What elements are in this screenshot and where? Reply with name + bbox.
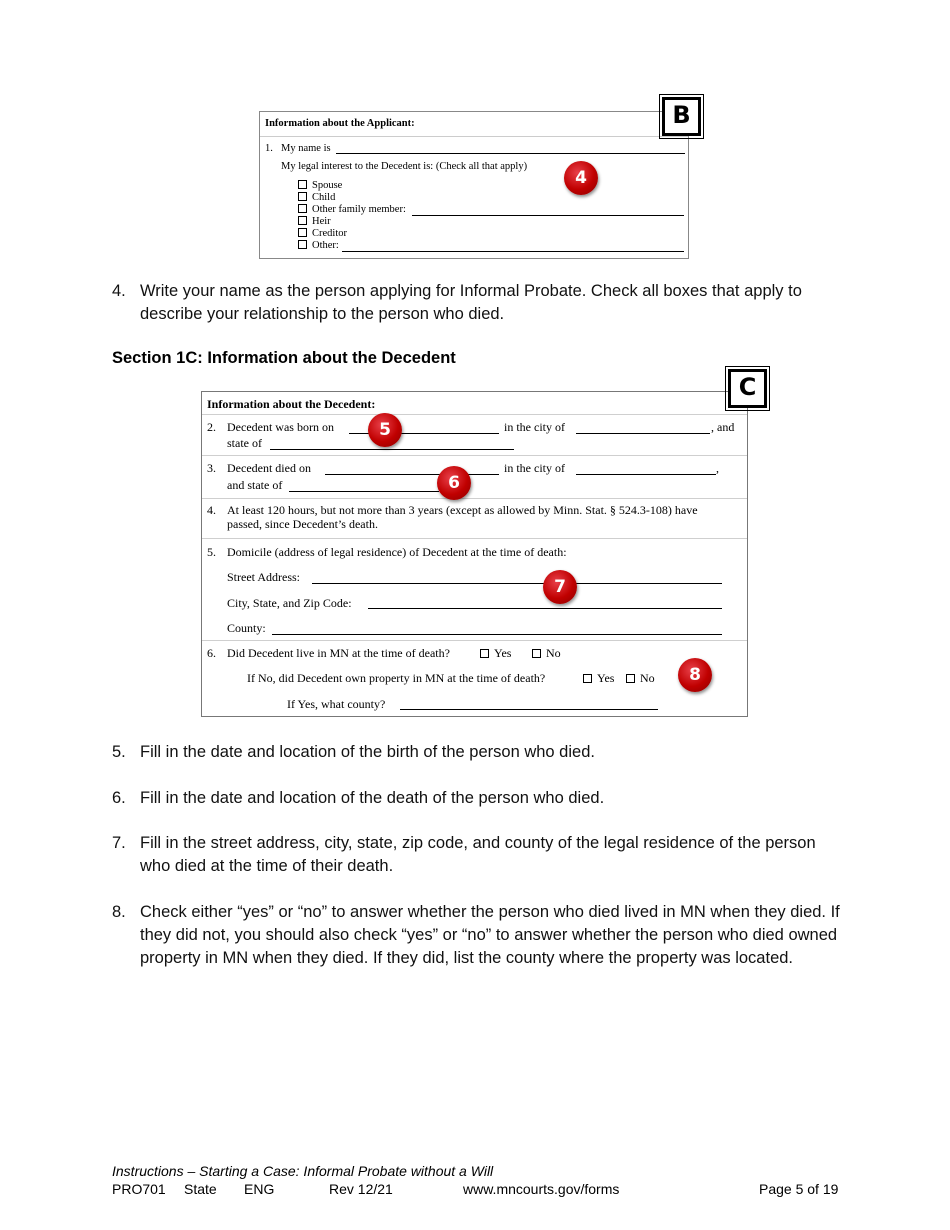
badge-8: 8 <box>678 658 712 692</box>
paragraph-8-text: Check either “yes” or “no” to answer whether the person who died lived in MN when they died. If they did not, you should also check “yes” or “no” to answer whether the person who died owned property in MN when they died. If they did, list the county where the property was located. <box>140 903 840 967</box>
name-line[interactable] <box>336 153 685 154</box>
option-heir[interactable]: Heir <box>298 216 331 228</box>
item2-city-label: in the city of <box>504 420 565 434</box>
city-state-zip-line[interactable] <box>368 608 722 609</box>
footer-state: State <box>184 1181 217 1197</box>
paragraph-6 <box>112 787 852 811</box>
paragraph-5-text: Fill in the date and location of the birth of the person who died. <box>140 743 595 761</box>
section-c-label: C <box>728 369 767 408</box>
checkbox-icon[interactable] <box>480 649 489 658</box>
county-label: County: <box>227 621 266 635</box>
item3-number: 3. <box>207 461 216 475</box>
death-city-line[interactable] <box>576 474 716 475</box>
item3-state-label: and state of <box>227 478 283 492</box>
section-1c-heading: Section 1C: Information about the Decedent <box>112 349 456 367</box>
footer-url[interactable]: www.mncourts.gov/forms <box>463 1181 620 1197</box>
paragraph-7-text: Fill in the street address, city, state, zip code, and county of the legal residence of the person who died at the time of their death. <box>140 834 816 875</box>
footer-form-id: PRO701 <box>112 1181 166 1197</box>
item3-city-label: in the city of <box>504 461 565 475</box>
checkbox-icon[interactable] <box>298 240 307 249</box>
paragraph-5 <box>112 741 852 765</box>
other-family-line[interactable] <box>412 215 684 216</box>
paragraph-7-number: 7. <box>112 834 126 852</box>
option-creditor[interactable]: Creditor <box>298 228 347 240</box>
option-other-family[interactable]: Other family member: <box>298 204 406 216</box>
badge-5: 5 <box>368 413 402 447</box>
badge-6: 6 <box>437 466 471 500</box>
checkbox-icon[interactable] <box>298 204 307 213</box>
item1-number: 1. <box>265 143 273 154</box>
item6-text: Did Decedent live in MN at the time of death? <box>227 646 450 660</box>
paragraph-4-number: 4. <box>112 282 126 300</box>
property-county-label: If Yes, what county? <box>287 697 386 711</box>
decedent-form-image <box>201 391 748 717</box>
street-address-label: Street Address: <box>227 570 300 584</box>
item2-number: 2. <box>207 420 216 434</box>
paragraph-8 <box>112 901 852 995</box>
checkbox-icon[interactable] <box>298 180 307 189</box>
item3-comma: , <box>716 461 719 475</box>
item6-number: 6. <box>207 646 216 660</box>
street-address-line[interactable] <box>312 583 722 584</box>
death-state-line[interactable] <box>289 491 439 492</box>
item5-number: 5. <box>207 545 216 559</box>
paragraph-4-text: Write your name as the person applying for Informal Probate. Check all boxes that apply to describe your relationship to the person who died. <box>140 282 802 323</box>
item6-property-text: If No, did Decedent own property in MN at the time of death? <box>247 671 546 685</box>
badge-7: 7 <box>543 570 577 604</box>
footer-revision: Rev 12/21 <box>329 1181 393 1197</box>
applicant-form-image <box>259 111 689 259</box>
paragraph-8-number: 8. <box>112 903 126 921</box>
checkbox-icon[interactable] <box>298 192 307 201</box>
option-child[interactable]: Child <box>298 192 335 204</box>
death-date-line[interactable] <box>325 474 499 475</box>
decedent-form-header: Information about the Decedent: <box>207 397 376 411</box>
paragraph-4 <box>112 280 852 330</box>
city-state-zip-label: City, State, and Zip Code: <box>227 596 352 610</box>
paragraph-6-number: 6. <box>112 789 126 807</box>
paragraph-7 <box>112 832 852 880</box>
footer-language: ENG <box>244 1181 275 1197</box>
lived-mn-no[interactable]: No <box>532 646 561 660</box>
option-other[interactable]: Other: <box>298 240 339 252</box>
checkbox-icon[interactable] <box>298 228 307 237</box>
item2-born-label: Decedent was born on <box>227 420 334 434</box>
badge-4: 4 <box>564 161 598 195</box>
property-county-line[interactable] <box>400 709 658 710</box>
item2-state-label: state of <box>227 436 262 450</box>
item3-died-label: Decedent died on <box>227 461 311 475</box>
item4-text: At least 120 hours, but not more than 3 years (except as allowed by Minn. Stat. § 524.3-108) have passed, since Decedent’s death. <box>227 503 698 531</box>
paragraph-5-number: 5. <box>112 743 126 761</box>
other-line[interactable] <box>342 251 684 252</box>
checkbox-icon[interactable] <box>532 649 541 658</box>
county-line[interactable] <box>272 634 722 635</box>
birth-state-line[interactable] <box>270 449 514 450</box>
item5-text: Domicile (address of legal residence) of Decedent at the time of death: <box>227 545 567 559</box>
applicant-form-header: Information about the Applicant: <box>265 118 415 129</box>
legal-interest-text: My legal interest to the Decedent is: (Check all that apply) <box>281 161 528 172</box>
checkbox-icon[interactable] <box>583 674 592 683</box>
lived-mn-yes[interactable]: Yes <box>480 646 511 660</box>
property-mn-yes[interactable]: Yes <box>583 671 614 685</box>
footer-title: Instructions – Starting a Case: Informal Probate without a Will <box>112 1163 494 1179</box>
checkbox-icon[interactable] <box>626 674 635 683</box>
birth-city-line[interactable] <box>576 433 710 434</box>
property-mn-no[interactable]: No <box>626 671 655 685</box>
item1-label: My name is <box>281 143 331 154</box>
section-b-label: B <box>662 97 701 136</box>
footer-page-number: Page 5 of 19 <box>759 1181 839 1197</box>
paragraph-6-text: Fill in the date and location of the death of the person who died. <box>140 789 605 807</box>
item4-number: 4. <box>207 503 216 517</box>
item2-and-label: , and <box>711 420 735 434</box>
checkbox-icon[interactable] <box>298 216 307 225</box>
option-spouse[interactable]: Spouse <box>298 180 342 192</box>
